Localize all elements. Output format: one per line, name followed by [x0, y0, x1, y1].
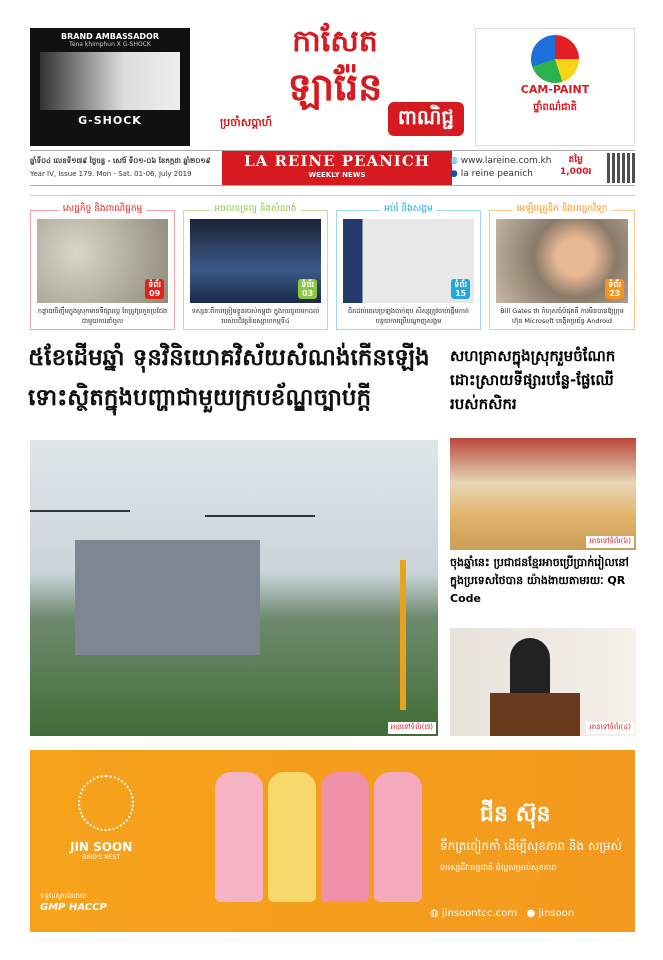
section-photo [496, 219, 628, 303]
section-caption: Bill Gates ថា កំហុសធំបំផុតគឺ ការមិនបានឱ្យក្រុមហ៊ុន Microsoft បង្កើតប្រព័ន្ធ Android [500, 307, 624, 325]
read-more-link[interactable]: អានទៅទំព័រ(៧) [388, 722, 436, 734]
ad-gshock[interactable] [30, 28, 190, 146]
qr-code-icon [607, 153, 635, 183]
masthead-title: LA REINE PEANICH [244, 152, 430, 170]
ad-facebook[interactable]: jinsoon [538, 908, 575, 919]
crane [30, 510, 130, 512]
globe-icon: ◍ [450, 156, 458, 166]
info-bar [30, 150, 635, 186]
newspaper-logo [200, 22, 470, 142]
price [560, 154, 591, 178]
logo-sub: ប្រចាំសប្តាហ៍ [220, 116, 273, 129]
section-caption: កន្ទាយចិញ្ចឹមក្នុងស្រុកមានទីផ្សារល្អ តែត្រូវប្រកួតប្រជែងជាមួយការនាំចូល [37, 307, 168, 325]
product-bottle [374, 772, 422, 902]
ad-title: ជីន ស៊ុន [480, 802, 551, 827]
side-headline-2[interactable]: ចុងឆ្នាំនេះ ប្រជាជនខ្មែរអាចប្រើប្រាក់រៀលនៅក្នុងប្រទេសថៃបាន យ៉ាងងាយតាមរយៈ QR Code [450, 556, 629, 605]
ad-campaint[interactable] [475, 28, 635, 146]
crane [205, 515, 315, 517]
ad-brand: G-SHOCK [78, 114, 142, 127]
page-badge: ទំព័រ 03 [298, 279, 317, 299]
side-headline-1[interactable]: សហគ្រាសក្នុងស្រុករួមចំណែកដោះស្រាយទីផ្សារបន្លែ-ផ្លែឈើរបស់កសិករ [450, 347, 616, 413]
jinsoon-logo-icon [78, 775, 134, 831]
crane-tower [400, 560, 406, 710]
ad-website[interactable]: jinsoontcc.com [441, 908, 518, 919]
website-link[interactable]: www.lareine.com.kh [460, 156, 552, 166]
issue-kh: ឆ្នាំទី០៤ លេខទី១៧៩ ថ្ងៃចន្ទ - សៅរ៍ ទី០១-០៦ ខែកក្កដា ឆ្នាំ២០១៩ [30, 157, 211, 165]
section-label: សេដ្ឋកិច្ច និងពាណិជ្ជកម្ម [59, 203, 147, 216]
main-headline[interactable]: ៥ខែដើមឆ្នាំ ទុនវិនិយោគវិស័យសំណង់កើនឡើង ទោះស្ថិតក្នុងបញ្ហាជាមួយក្របខ័ណ្ឌច្បាប់ក្តី [28, 345, 430, 411]
building [75, 540, 260, 655]
facebook-icon: ● [526, 908, 536, 919]
issue-en: Year IV, Issue 179. Mon - Sat. 01-06, July 2019 [30, 170, 192, 178]
price-label: តម្លៃ [568, 155, 583, 165]
section-technology[interactable] [489, 204, 635, 330]
ad-line2: អេសេ្សជីវៈធម្មជាតិ ដ៏ល្អសម្រាប់សុខភាព [440, 863, 557, 872]
section-economy[interactable] [30, 204, 175, 330]
section-label: អចលនទ្រព្យ និងសំណង់ [210, 203, 300, 216]
read-more-link[interactable]: អានទៅទំព័រ(៤) [586, 722, 634, 734]
ad-photo [40, 52, 180, 110]
section-photo [190, 219, 321, 303]
masthead [222, 151, 452, 185]
ad-title: BRAND AMBASSADOR [61, 32, 159, 41]
logo-line1: កាសែត [292, 24, 378, 59]
ad-social [430, 908, 574, 919]
page-badge: ទំព័រ 09 [145, 279, 164, 299]
section-photo [343, 219, 474, 303]
section-education[interactable] [336, 204, 481, 330]
speaker [510, 638, 550, 698]
podium [490, 693, 580, 736]
facebook-icon: ● [450, 169, 458, 179]
facebook-link[interactable]: la reine peanich [460, 169, 533, 179]
section-label: អប់រំ និងសង្គម [380, 203, 437, 216]
section-real-estate[interactable] [183, 204, 328, 330]
issue-info [30, 155, 211, 181]
masthead-sub: WEEKLY NEWS [308, 171, 366, 179]
page-badge: ទំព័រ 15 [451, 279, 470, 299]
ad-jinsoon[interactable] [30, 750, 635, 932]
ad-tagline: ថ្នាំពណ៌ជាតិ [533, 102, 577, 113]
section-caption: ជិតដល់ពេលប្រឡងបាក់ឌុប សិស្សត្រូវចាប់ផ្តើមកាត់បន្ថយការប្រើបណ្តាញសង្គម [347, 307, 470, 325]
page-badge: ទំព័រ 23 [605, 279, 624, 299]
product-bottle [215, 772, 263, 902]
ad-subtitle: Tena khimphun X G-SHOCK [69, 41, 151, 48]
product-bottle [268, 772, 316, 902]
ad-line1: ទឹកត្រចៀកកាំ ដើម្បីសុខភាព និង សម្រស់ [440, 839, 622, 853]
logo-line2: ឡារ៉ែន [287, 65, 383, 109]
globe-icon: ◍ [430, 908, 439, 919]
read-more-link[interactable]: អានទៅទំព័រ(៦) [586, 536, 634, 548]
logo-badge: ពាណិជ្ជ [388, 102, 464, 136]
section-caption: ទស្សនៈពីការត្រៀមខ្លួនរបស់កម្ពុជា ក្នុងការចូលមកដល់របស់បដិវត្តន៍ឧស្សាហកម្មទី៤ [191, 307, 320, 325]
campaint-logo-icon [531, 35, 579, 83]
section-label: អេឡិចត្រូនិក និងបច្ចេកវិទ្យា [513, 203, 612, 216]
product-bottle [321, 772, 369, 902]
contact-links [450, 155, 552, 181]
ad-certifications: ទទួលស្គាល់ដោយ GMP HACCP [40, 892, 107, 913]
ad-brand: JIN SOON BIRD'S NEST [70, 840, 133, 861]
section-photo [37, 219, 168, 303]
main-photo [30, 440, 438, 736]
divider [30, 195, 635, 196]
side-photo-2 [450, 628, 636, 736]
ad-brand: CAM-PAINT [520, 83, 590, 96]
price-value: 1,000៛ [560, 167, 592, 177]
side-photo-1 [450, 438, 636, 550]
